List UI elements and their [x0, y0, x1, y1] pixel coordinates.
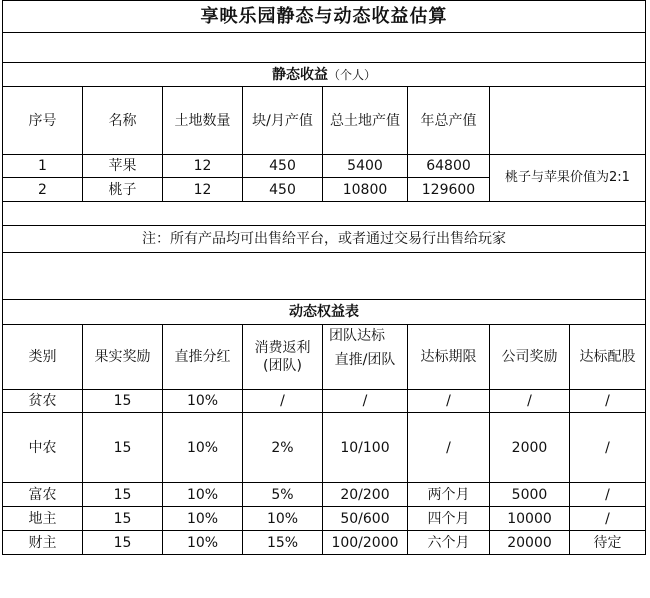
- dyn-cell: /: [605, 510, 610, 527]
- dyn-cell: 富农: [3, 483, 83, 506]
- title-row: [2, 0, 646, 33]
- dyn-col-rebate: [243, 325, 323, 389]
- dyn-cell: 10%: [163, 531, 243, 554]
- table-row: [2, 413, 646, 483]
- static-cell: 桃子: [83, 178, 163, 201]
- static-header-row: [2, 87, 646, 155]
- dyn-cell: 15: [83, 507, 163, 530]
- dyn-cell: 2%: [243, 413, 323, 482]
- dyn-cell: 10%: [163, 413, 243, 482]
- dyn-cell: 20000: [490, 531, 570, 554]
- dyn-cell: 100/2000: [323, 531, 408, 554]
- dyn-cell: 5000: [490, 483, 570, 506]
- static-heading: [3, 63, 645, 86]
- dyn-cell: /: [605, 393, 610, 409]
- table-row: [2, 390, 646, 413]
- static-rows: [2, 155, 646, 202]
- dyn-cell: /: [408, 413, 490, 482]
- dyn-cell: 10%: [163, 507, 243, 530]
- col-header-index: 序号: [3, 87, 83, 154]
- static-cell: 苹果: [83, 155, 163, 177]
- dynamic-heading-row: [2, 300, 646, 325]
- col-header-blank: [490, 87, 645, 154]
- table-row: [2, 483, 646, 507]
- dyn-cell: 10000: [490, 507, 570, 530]
- dyn-col-rebate-line1: 消费返利: [254, 340, 311, 356]
- dyn-cell: 10%: [163, 390, 243, 412]
- note-row: [2, 226, 646, 253]
- dyn-col-direct-dividend: 直推分红: [163, 325, 243, 389]
- dyn-cell: 地主: [3, 507, 83, 530]
- dyn-cell: 10%: [243, 507, 323, 530]
- dyn-cell: /: [605, 486, 610, 503]
- dyn-cell: /: [243, 390, 323, 412]
- dyn-col-deadline: 达标期限: [408, 325, 490, 389]
- blank-row: [2, 33, 646, 63]
- dyn-cell: 10%: [163, 483, 243, 506]
- col-header-total-land-output: 总土地产值: [323, 87, 408, 154]
- static-cell: 5400: [323, 155, 408, 177]
- dyn-cell: /: [605, 439, 610, 456]
- dyn-cell: 5%: [243, 483, 323, 506]
- static-cell: 12: [163, 178, 243, 201]
- static-heading-row: [2, 63, 646, 87]
- table-row: [2, 531, 646, 555]
- page-title: 享映乐园静态与动态收益估算: [200, 5, 448, 27]
- static-cell: 12: [163, 155, 243, 177]
- dyn-col-category: 类别: [3, 325, 83, 389]
- blank-row: [2, 202, 646, 226]
- dyn-col-team-target-line1: 团队达标: [329, 328, 385, 344]
- dyn-col-company-reward: 公司奖励: [490, 325, 570, 389]
- dyn-cell: 贫农: [3, 390, 83, 412]
- dyn-cell: 15%: [243, 531, 323, 554]
- dyn-cell: 15: [83, 531, 163, 554]
- dyn-cell: 50/600: [323, 507, 408, 530]
- dyn-cell: 15: [83, 390, 163, 412]
- static-cell: 10800: [323, 178, 408, 201]
- dyn-cell: 两个月: [408, 483, 490, 506]
- static-cell: 450: [243, 155, 323, 177]
- dyn-cell: 15: [83, 413, 163, 482]
- dynamic-header-row: [2, 325, 646, 390]
- dyn-cell: /: [408, 390, 490, 412]
- dyn-cell: 10/100: [323, 413, 408, 482]
- table-row: [2, 507, 646, 531]
- ratio-note: 桃子与苹果价值为2:1: [505, 170, 630, 185]
- dyn-cell: 六个月: [408, 531, 490, 554]
- dyn-cell: /: [490, 390, 570, 412]
- table-row: [3, 155, 490, 178]
- dyn-cell: 待定: [593, 534, 622, 551]
- static-cell: 2: [3, 178, 83, 201]
- dyn-col-share-allot: 达标配股: [579, 349, 636, 365]
- col-header-land-count: 土地数量: [163, 87, 243, 154]
- sale-note: 注：所有产品均可出售给平台，或者通过交易行出售给玩家: [142, 231, 506, 247]
- dyn-col-fruit-reward: 果实奖励: [83, 325, 163, 389]
- dyn-cell: 财主: [3, 531, 83, 554]
- col-header-annual-output: 年总产值: [408, 87, 490, 154]
- static-cell: 64800: [408, 155, 490, 177]
- dyn-col-team-target: [323, 325, 408, 389]
- dyn-col-rebate-line2: (团队): [263, 358, 302, 374]
- static-cell: 450: [243, 178, 323, 201]
- dyn-cell: 四个月: [408, 507, 490, 530]
- static-cell: 1: [3, 155, 83, 177]
- dynamic-heading: 动态权益表: [289, 304, 359, 320]
- dyn-col-team-target-line2: 直推/团队: [334, 352, 396, 368]
- dyn-cell: 20/200: [323, 483, 408, 506]
- static-heading-note: （个人）: [327, 67, 376, 82]
- col-header-name: 名称: [83, 87, 163, 154]
- blank-row: [2, 253, 646, 300]
- dyn-cell: 中农: [3, 413, 83, 482]
- table-row: [3, 178, 490, 201]
- dyn-cell: 2000: [490, 413, 570, 482]
- dyn-cell: 15: [83, 483, 163, 506]
- static-heading-text: 静态收益: [271, 66, 328, 83]
- static-cell: 129600: [408, 178, 490, 201]
- col-header-monthly-output: 块/月产值: [243, 87, 323, 154]
- dyn-cell: /: [323, 390, 408, 412]
